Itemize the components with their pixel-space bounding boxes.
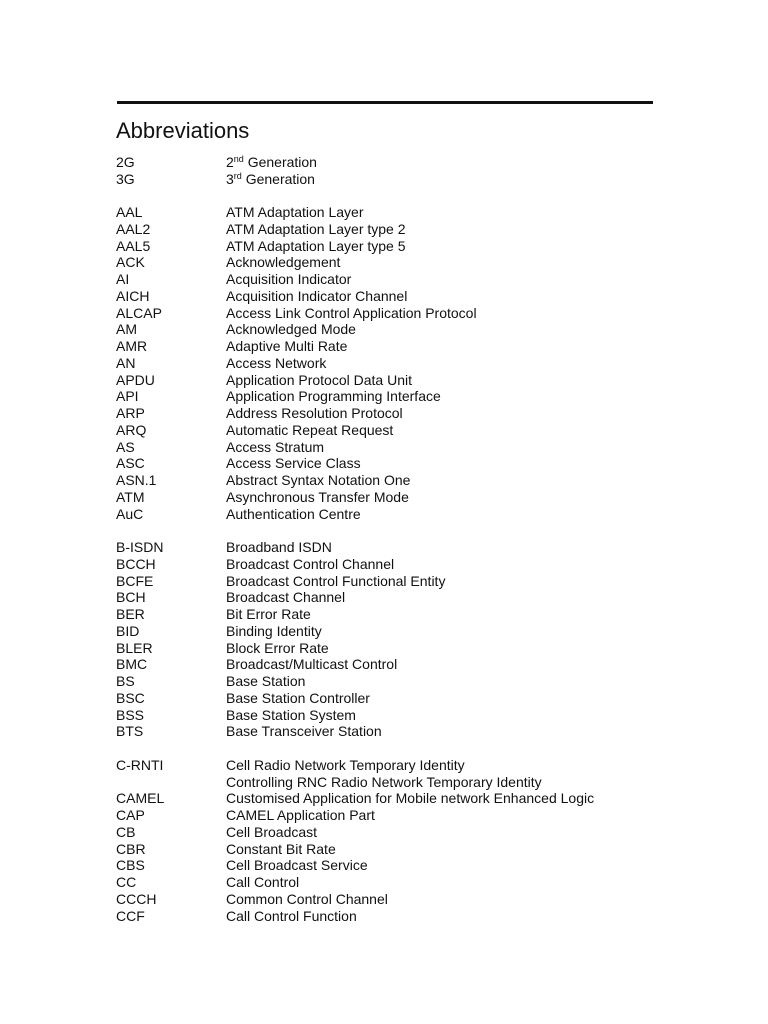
abbreviation: CAMEL: [116, 790, 165, 807]
definition: Base Station System: [226, 706, 356, 723]
list-item: [116, 238, 676, 255]
list-item: [116, 606, 676, 623]
abbreviation: ACK: [116, 254, 145, 271]
abbreviation: 2G: [116, 154, 135, 170]
list-item: [116, 757, 676, 774]
definition: 3rd Generation: [226, 170, 315, 187]
list-item: [116, 154, 676, 171]
abbreviation: AS: [116, 438, 135, 455]
abbreviation: BLER: [116, 639, 153, 656]
abbreviation: CBS: [116, 857, 145, 874]
list-item: [116, 221, 676, 238]
abbreviation-list: [116, 154, 676, 941]
list-item: [116, 204, 676, 221]
list-item: [116, 489, 676, 506]
definition: Broadcast Control Functional Entity: [226, 572, 446, 589]
definition: Abstract Syntax Notation One: [226, 472, 411, 489]
definition: Broadband ISDN: [226, 539, 332, 556]
abbreviation: C-RNTI: [116, 756, 164, 773]
abbreviation: BSC: [116, 689, 145, 706]
definition: Adaptive Multi Rate: [226, 338, 348, 355]
list-item: [116, 271, 676, 288]
header-rule: [117, 101, 653, 104]
page-title: Abbreviations: [116, 118, 250, 143]
definition: Application Programming Interface: [226, 388, 441, 405]
definition: Call Control Function: [226, 907, 357, 924]
definition: Access Link Control Application Protocol: [226, 304, 477, 321]
definition: Broadcast Control Channel: [226, 555, 395, 572]
abbreviation: ATM: [116, 488, 145, 505]
list-item: [116, 673, 676, 690]
definition: Broadcast/Multicast Control: [226, 656, 398, 673]
definition: Acknowledgement: [226, 254, 341, 271]
definition: Constant Bit Rate: [226, 840, 336, 857]
abbreviation: CAP: [116, 807, 145, 824]
definition: Automatic Repeat Request: [226, 421, 394, 438]
list-item: [116, 405, 676, 422]
list-item: [116, 388, 676, 405]
definition: Access Stratum: [226, 438, 325, 455]
definition: 2nd Generation: [226, 154, 317, 170]
list-item: [116, 506, 676, 523]
list-item: [116, 288, 676, 305]
generation-group: [116, 154, 676, 188]
abbreviation: ARP: [116, 405, 145, 422]
abbreviation: AAL2: [116, 220, 151, 237]
definition: Base Station Controller: [226, 689, 370, 706]
definition: Controlling RNC Radio Network Temporary Identity: [226, 773, 542, 790]
definition: Address Resolution Protocol: [226, 405, 403, 422]
list-item: [116, 656, 676, 673]
list-item: [116, 891, 676, 908]
definition: Binding Identity: [226, 622, 322, 639]
list-item: [116, 908, 676, 925]
list-item: [116, 589, 676, 606]
list-item: [116, 874, 676, 891]
list-item: [116, 723, 676, 740]
abbreviation: ARQ: [116, 421, 147, 438]
letter-groups: [116, 204, 676, 924]
abbreviation: APDU: [116, 371, 155, 388]
group-a: [116, 204, 676, 522]
definition: ATM Adaptation Layer type 2: [226, 220, 406, 237]
abbreviation: ASC: [116, 455, 145, 472]
list-item: [116, 321, 676, 338]
abbreviation: AICH: [116, 287, 150, 304]
abbreviation: ALCAP: [116, 304, 162, 321]
list-item: [116, 455, 676, 472]
group-b: [116, 539, 676, 740]
abbreviation: BER: [116, 606, 145, 623]
abbreviation: ASN.1: [116, 472, 157, 489]
list-item: [116, 372, 676, 389]
definition: ATM Adaptation Layer type 5: [226, 237, 406, 254]
definition: Cell Radio Network Temporary Identity: [226, 756, 465, 773]
definition: Authentication Centre: [226, 505, 361, 522]
abbreviation: CCF: [116, 907, 145, 924]
list-item: [116, 305, 676, 322]
abbreviation: BID: [116, 622, 140, 639]
abbreviation: CB: [116, 823, 136, 840]
list-item: [116, 439, 676, 456]
list-item: [116, 807, 676, 824]
list-item: [116, 857, 676, 874]
list-item: [116, 824, 676, 841]
definition: Acquisition Indicator Channel: [226, 287, 408, 304]
abbreviation: BS: [116, 673, 135, 690]
abbreviation: AI: [116, 271, 130, 288]
definition: Access Network: [226, 354, 327, 371]
list-item: [116, 254, 676, 271]
abbreviation: 3G: [116, 170, 135, 187]
abbreviation: BSS: [116, 706, 145, 723]
abbreviation: BTS: [116, 723, 144, 740]
definition: Cell Broadcast Service: [226, 857, 368, 874]
abbreviation: BCCH: [116, 555, 156, 572]
abbreviation: AN: [116, 354, 136, 371]
list-item: [116, 539, 676, 556]
list-item: [116, 690, 676, 707]
abbreviation: BMC: [116, 656, 148, 673]
list-item: [116, 841, 676, 858]
abbreviation: BCFE: [116, 572, 154, 589]
definition: Acquisition Indicator: [226, 271, 352, 288]
definition: Block Error Rate: [226, 639, 329, 656]
definition: Asynchronous Transfer Mode: [226, 488, 409, 505]
list-item: [116, 707, 676, 724]
abbreviation: CC: [116, 874, 137, 891]
definition: CAMEL Application Part: [226, 807, 375, 824]
definition: ATM Adaptation Layer: [226, 204, 364, 221]
definition: Customised Application for Mobile network Enhanced Logic: [226, 790, 595, 807]
list-item: [116, 623, 676, 640]
abbreviation: AMR: [116, 338, 148, 355]
list-item: [116, 774, 676, 791]
list-item: [116, 338, 676, 355]
abbreviation: AAL: [116, 204, 143, 221]
abbreviation: AM: [116, 321, 137, 338]
definition: Application Protocol Data Unit: [226, 371, 412, 388]
definition: Bit Error Rate: [226, 606, 311, 623]
definition: Broadcast Channel: [226, 589, 346, 606]
list-item: [116, 556, 676, 573]
definition: Base Station: [226, 673, 306, 690]
abbreviation: B-ISDN: [116, 539, 164, 556]
definition: Common Control Channel: [226, 890, 388, 907]
list-item: [116, 355, 676, 372]
abbreviation: AuC: [116, 505, 144, 522]
definition: Call Control: [226, 874, 300, 891]
list-item: [116, 171, 676, 188]
list-item: [116, 422, 676, 439]
list-item: [116, 472, 676, 489]
definition: Acknowledged Mode: [226, 321, 356, 338]
list-item: [116, 640, 676, 657]
definition: Base Transceiver Station: [226, 723, 382, 740]
list-item: [116, 790, 676, 807]
abbreviation: CCCH: [116, 890, 157, 907]
definition: Cell Broadcast: [226, 823, 318, 840]
abbreviation: CBR: [116, 840, 146, 857]
abbreviation: API: [116, 388, 139, 405]
abbreviation: AAL5: [116, 237, 151, 254]
abbreviation: BCH: [116, 589, 146, 606]
abbreviation: [116, 774, 226, 791]
group-c: [116, 757, 676, 925]
definition: Access Service Class: [226, 455, 361, 472]
list-item: [116, 573, 676, 590]
